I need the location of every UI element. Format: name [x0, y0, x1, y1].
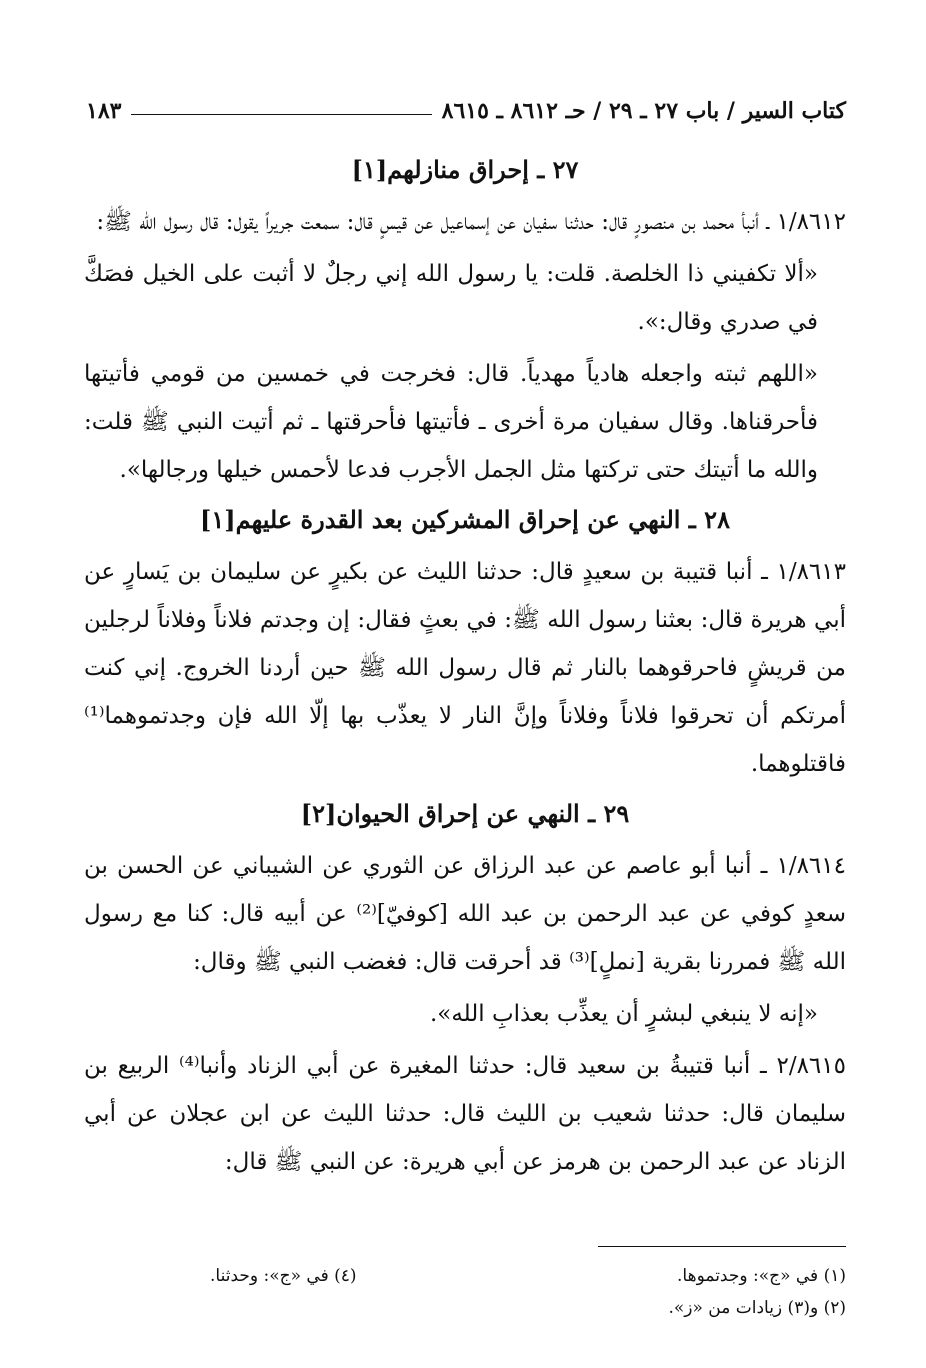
hadith-8612-chain: ١/٨٦١٢ ـ أنبأ محمد بن منصورٍ قال: حدثنا سفيان عن إسماعيل عن قيسٍ قال: سمعت جريراً يقول: قال رسول الله ﷺ: [96, 209, 846, 235]
hadith-8615: ٢/٨٦١٥ ـ أنبا قتيبةُ بن سعيد قال: حدثنا المغيرة عن أبي الزناد وأنبا⁽⁴⁾ الربيع بن سليمان قال: حدثنا شعيب بن الليث قال: حدثنا الليث عن ابن عجلان عن أبي الزناد عن عبد الرحمن بن هرمز عن أبي هريرة: عن النبي ﷺ قال: [84, 1053, 846, 1175]
hadith-8612-quote-1: «ألا تكفيني ذا الخلصة. قلت: يا رسول الله إني رجلٌ لا أثبت على الخيل فصَكَّ في صدري وقال:». [84, 261, 818, 335]
page-body [84, 148, 846, 1190]
running-head-rule [131, 114, 431, 115]
page-number: ١٨٣ [86, 98, 122, 124]
footnote-divider [598, 1246, 846, 1247]
footnote-4: (٤) في «ج»: وحدثنا. [210, 1266, 357, 1286]
section-heading-28: ٢٨ ـ النهي عن إحراق المشركين بعد القدرة عليهم[١] [200, 505, 730, 534]
hadith-8612-quote-2: «اللهم ثبته واجعله هادياً مهدياً. قال: فخرجت في خمسين من قومي فأتيتها فأحرقناها. وقال سفيان مرة أخرى ـ فأتيتها فأحرقتها ـ ثم أتيت النبي ﷺ قلت: والله ما أتيتك حتى تركتها مثل الجمل الأجرب فدعا لأحمس خيلها ورجالها». [84, 361, 818, 483]
footnote-1: (١) في «ج»: وجدتموها. [677, 1266, 846, 1286]
section-heading-29: ٢٩ ـ النهي عن إحراق الحيوان[٢] [300, 799, 630, 828]
hadith-8613: ١/٨٦١٣ ـ أنبا قتيبة بن سعيدٍ قال: حدثنا الليث عن بكيرٍ عن سليمان بن يَسارٍ عن أبي هريرة قال: بعثنا رسول الله ﷺ: في بعثٍ فقال: إن وجدتم فلاناً وفلاناً لرجلين من قريشٍ فاحرقوهما بالنار ثم قال رسول الله ﷺ حين أردنا الخروج. إني كنت أمرتكم أن تحرقوا فلاناً وفلاناً وإنَّ النار لا يعذّب بها إلّا الله فإن وجدتموهما⁽¹⁾ فاقتلوهما. [84, 559, 846, 777]
section-heading-27: ٢٧ ـ إحراق منازلهم[١] [351, 155, 579, 184]
footnote-2-3: (٢) و(٣) زيادات من «ز». [668, 1298, 846, 1318]
hadith-8614-chain: ١/٨٦١٤ ـ أنبا أبو عاصم عن عبد الرزاق عن الثوري عن الشيباني عن الحسن بن سعدٍ كوفي عن عبد الرحمن بن عبد الله [كوفيّ]⁽²⁾ عن أبيه قال: كنا مع رسول الله ﷺ فمررنا بقرية [نملٍ]⁽³⁾ قد أحرقت قال: فغضب النبي ﷺ وقال: [84, 853, 846, 975]
footnote-row [210, 1260, 846, 1292]
running-head-title: كتاب السير / باب ٢٧ ـ ٢٩ / حـ ٨٦١٢ ـ ٨٦١٥ [441, 98, 846, 124]
hadith-8614-quote: «إنه لا ينبغي لبشرٍ أن يعذِّب بعذابِ الله». [429, 1001, 818, 1027]
footnote-row [210, 1292, 846, 1324]
footnotes [210, 1260, 846, 1324]
running-head [86, 88, 846, 124]
